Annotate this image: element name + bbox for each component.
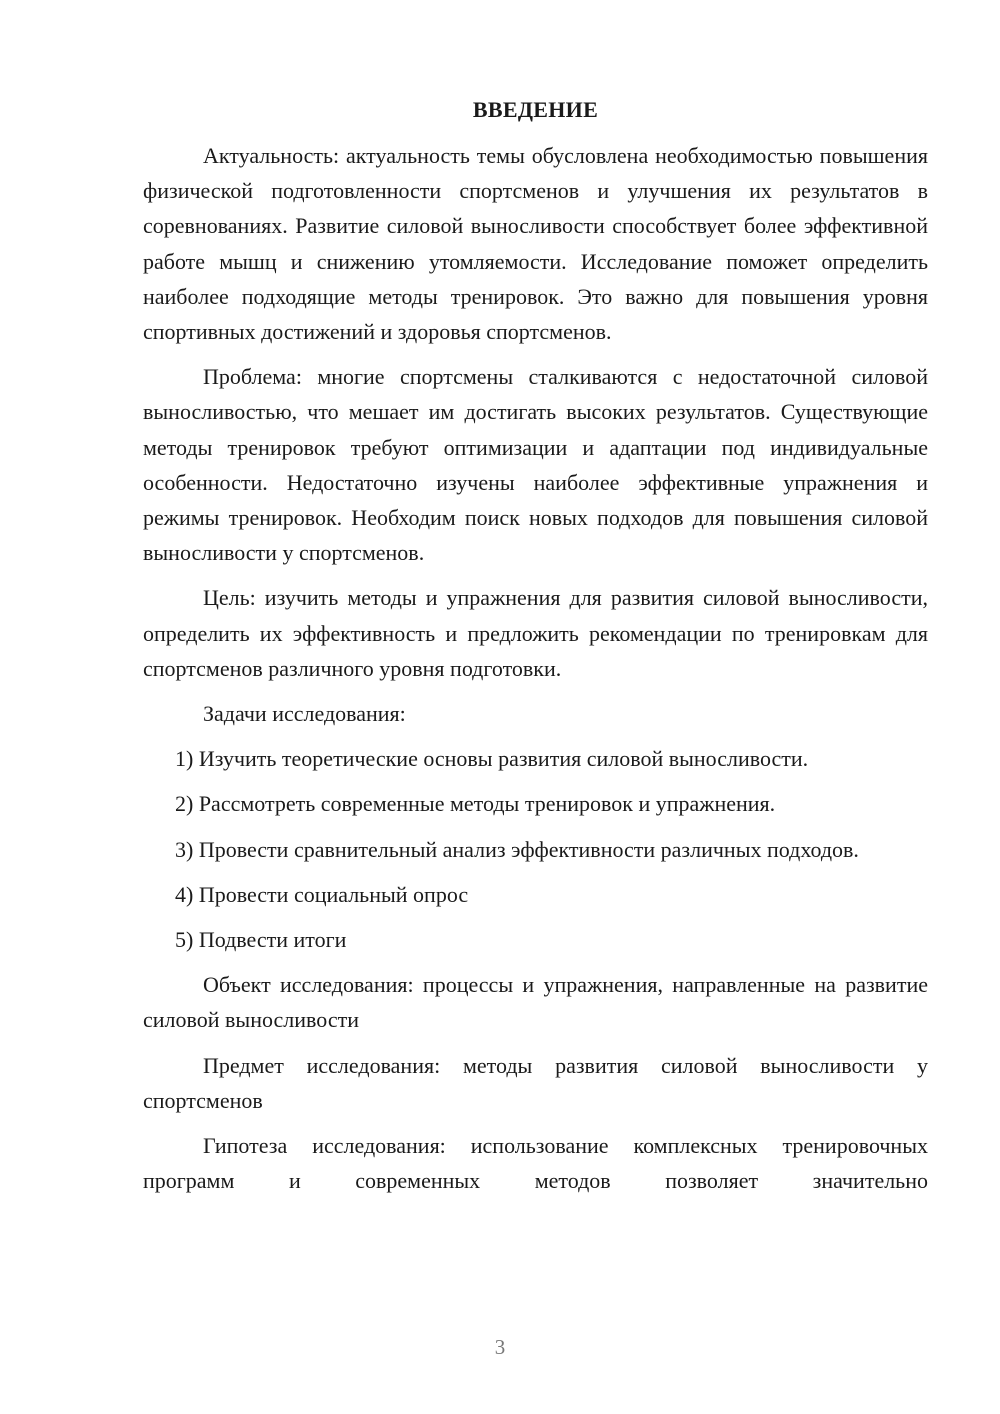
- paragraph-hypothesis: Гипотеза исследования: использование комплексных тренировочных программ и современных методов позволяет значительно: [143, 1133, 928, 1194]
- section-title: ВВЕДЕНИЕ: [472, 97, 599, 122]
- page-content: [143, 92, 928, 1198]
- page-number: 3: [494, 1335, 506, 1359]
- task-item-4: 4) Провести социальный опрос: [175, 881, 469, 907]
- paragraph-subject: Предмет исследования: методы развития силовой выносливости у спортсменов: [143, 1052, 928, 1113]
- task-item-2: 2) Рассмотреть современные методы тренировок и упражнения.: [175, 791, 776, 817]
- paragraph-problem: Проблема: многие спортсмены сталкиваются с недостаточной силовой выносливостью, что мешает им достигать высоких результатов. Существующие методы тренировок требуют оптимизации и адаптации под индивидуальные особенности. Недостаточно изучены наиболее эффективные упражнения и режимы тренировок. Необходим поиск новых подходов для повышения силовой выносливости у спортсменов.: [143, 364, 928, 566]
- paragraph-goal: Цель: изучить методы и упражнения для развития силовой выносливости, определить их эффективность и предложить рекомендации по тренировкам для спортсменов различного уровня подготовки.: [143, 585, 928, 681]
- paragraph-object: Объект исследования: процессы и упражнения, направленные на развитие силовой выносливости: [143, 972, 928, 1033]
- paragraph-tasks-heading: Задачи исследования:: [203, 701, 406, 727]
- paragraph-relevance: Актуальность: актуальность темы обусловлена необходимостью повышения физической подготовленности спортсменов и улучшения их результатов в соревнованиях. Развитие силовой выносливости способствует более эффективной работе мышц и снижению утомляемости. Исследование поможет определить наиболее подходящие методы тренировок. Это важно для повышения уровня спортивных достижений и здоровья спортсменов.: [143, 143, 928, 345]
- task-item-5: 5) Подвести итоги: [175, 927, 347, 953]
- task-item-1: 1) Изучить теоретические основы развития силовой выносливости.: [175, 746, 809, 772]
- task-item-3: 3) Провести сравнительный анализ эффективности различных подходов.: [175, 836, 859, 862]
